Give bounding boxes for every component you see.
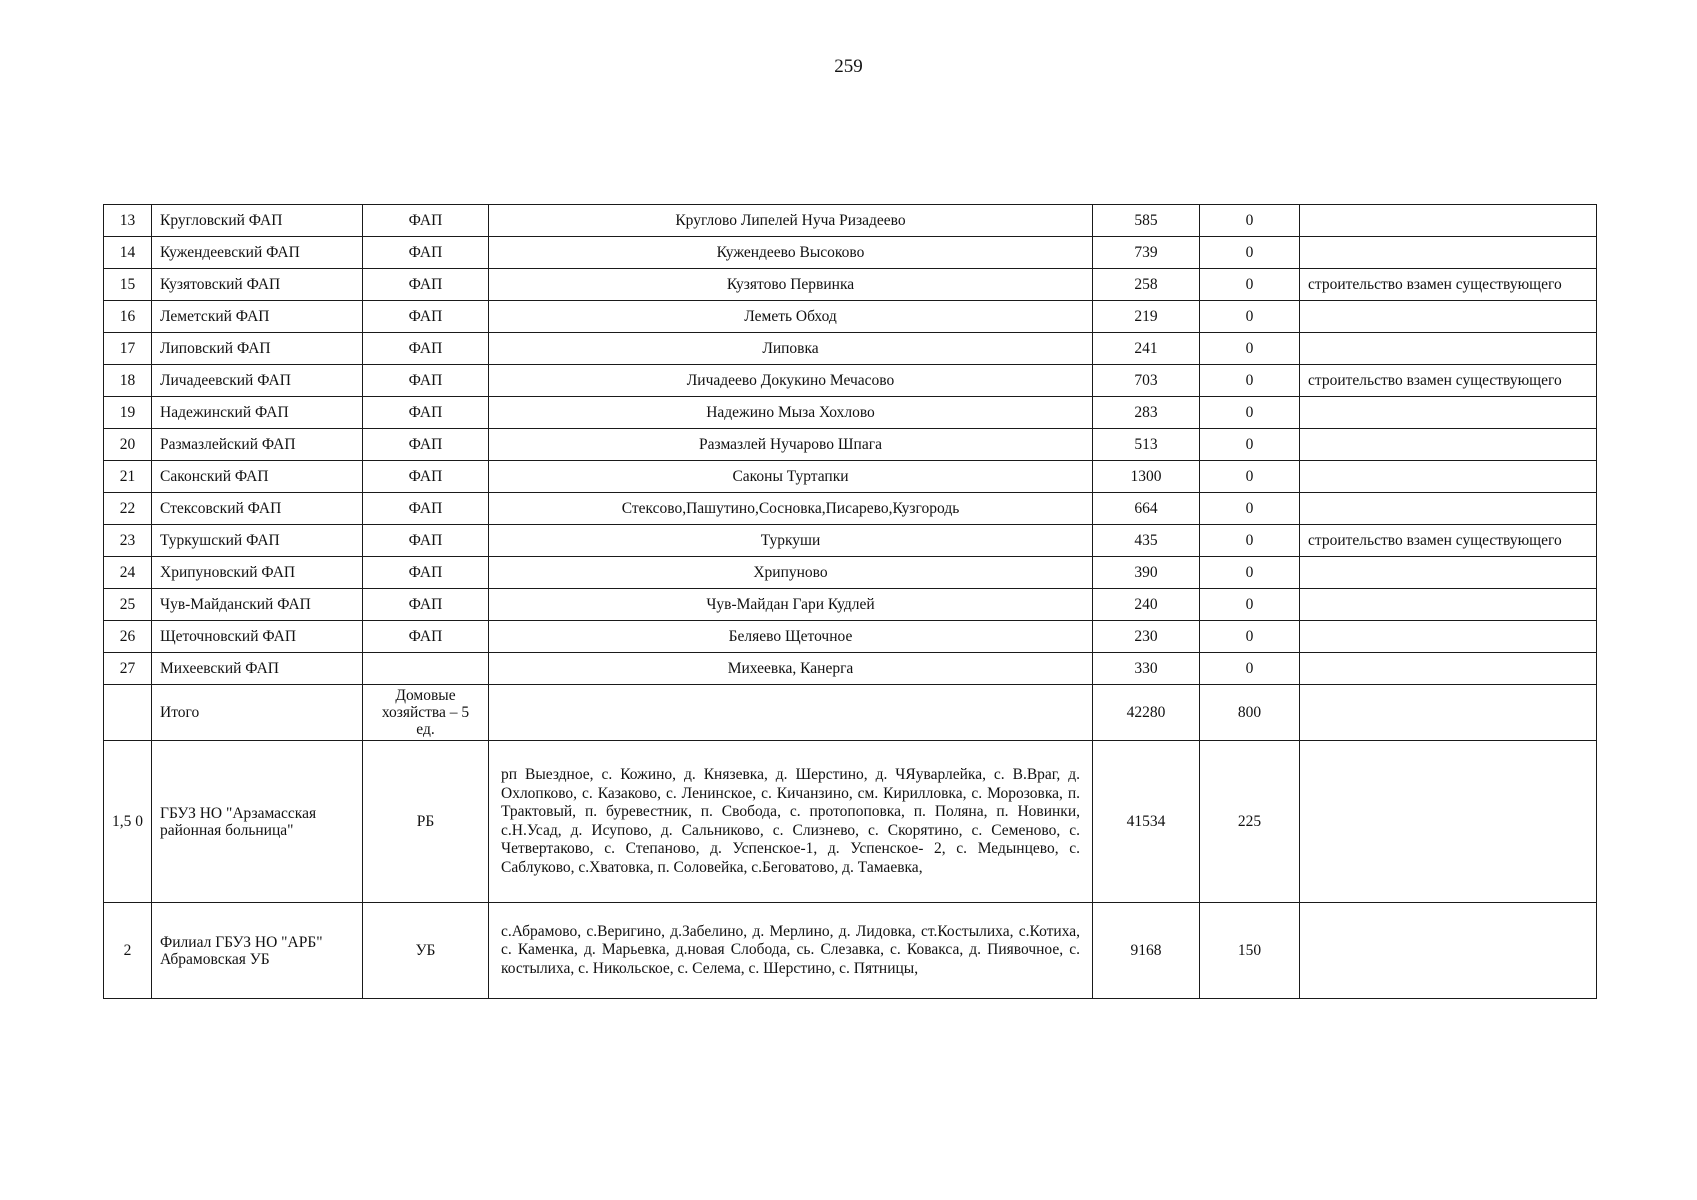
cell-name: Саконский ФАП bbox=[152, 461, 363, 493]
cell-value: 0 bbox=[1200, 653, 1300, 685]
table-row bbox=[104, 397, 1597, 429]
cell-population: 258 bbox=[1093, 269, 1200, 301]
cell-value: 0 bbox=[1200, 589, 1300, 621]
cell-num: 15 bbox=[104, 269, 152, 301]
cell-num: 1,5 0 bbox=[104, 741, 152, 903]
cell-population: 435 bbox=[1093, 525, 1200, 557]
cell-num: 21 bbox=[104, 461, 152, 493]
facilities-table bbox=[103, 204, 1597, 999]
summary-rows bbox=[104, 685, 1597, 999]
cell-villages: Леметь Обход bbox=[489, 301, 1093, 333]
cell-value: 0 bbox=[1200, 429, 1300, 461]
cell-villages: с.Абрамово, с.Веригино, д.Забелино, д. Мерлино, д. Лидовка, ст.Костылиха, с.Котиха, с. Каменка, д. Марьевка, д.новая Слобода, сь. Слезавка, с. Ковакса, д. Пиявочное, с. костылиха, с. Никольское, с. Селема, с. Шерстино, с. Пятницы, bbox=[489, 903, 1093, 999]
cell-name: Михеевский ФАП bbox=[152, 653, 363, 685]
cell-note: строительство взамен существующего bbox=[1300, 269, 1597, 301]
cell-villages: Хрипуново bbox=[489, 557, 1093, 589]
cell-villages: Размазлей Нучарово Шпага bbox=[489, 429, 1093, 461]
table-row bbox=[104, 621, 1597, 653]
cell-population: 739 bbox=[1093, 237, 1200, 269]
cell-name: Итого bbox=[152, 685, 363, 741]
cell-name: Размазлейский ФАП bbox=[152, 429, 363, 461]
cell-villages: рп Выездное, с. Кожино, д. Князевка, д. Шерстино, д. ЧЯуварлейка, с. В.Враг, д. Охлопково, с. Казаково, с. Ленинское, с. Кичанзино, см. Кирилловка, с. Морозовка, п. Трактовый, п. буревестник, п. Свобода, с. протопоповка, п. Поляна, п. Новинки, с.Н.Усад, д. Исупово, д. Сальниково, с. Слизнево, с. Скорятино, с. Семеново, с. Четвертаково, с. Степаново, д. Успенское-1, д. Успенское- 2, с. Медынцево, с. Саблуково, с.Хватовка, п. Соловейка, с.Беговатово, д. Тамаевка, bbox=[489, 741, 1093, 903]
cell-note bbox=[1300, 589, 1597, 621]
rb-row bbox=[104, 741, 1597, 903]
cell-name: Личадеевский ФАП bbox=[152, 365, 363, 397]
table-row bbox=[104, 237, 1597, 269]
cell-num: 14 bbox=[104, 237, 152, 269]
cell-villages: Туркуши bbox=[489, 525, 1093, 557]
cell-population: 241 bbox=[1093, 333, 1200, 365]
table-row bbox=[104, 461, 1597, 493]
cell-name: ГБУЗ НО "Арзамасская районная больница" bbox=[152, 741, 363, 903]
cell-value: 0 bbox=[1200, 461, 1300, 493]
cell-note bbox=[1300, 685, 1597, 741]
cell-note bbox=[1300, 237, 1597, 269]
cell-type: ФАП bbox=[363, 525, 489, 557]
cell-note bbox=[1300, 429, 1597, 461]
cell-type: ФАП bbox=[363, 397, 489, 429]
cell-population: 513 bbox=[1093, 429, 1200, 461]
cell-population: 219 bbox=[1093, 301, 1200, 333]
cell-villages: Саконы Туртапки bbox=[489, 461, 1093, 493]
cell-num bbox=[104, 685, 152, 741]
table-row bbox=[104, 365, 1597, 397]
cell-villages: Михеевка, Канерга bbox=[489, 653, 1093, 685]
cell-value: 225 bbox=[1200, 741, 1300, 903]
cell-value: 800 bbox=[1200, 685, 1300, 741]
cell-note bbox=[1300, 741, 1597, 903]
cell-villages: Круглово Липелей Нуча Ризадеево bbox=[489, 205, 1093, 237]
cell-type bbox=[363, 653, 489, 685]
cell-name: Филиал ГБУЗ НО "АРБ" Абрамовская УБ bbox=[152, 903, 363, 999]
cell-value: 0 bbox=[1200, 237, 1300, 269]
cell-value: 0 bbox=[1200, 525, 1300, 557]
table-row bbox=[104, 525, 1597, 557]
cell-num: 18 bbox=[104, 365, 152, 397]
cell-population: 230 bbox=[1093, 621, 1200, 653]
cell-type: ФАП bbox=[363, 589, 489, 621]
cell-value: 0 bbox=[1200, 205, 1300, 237]
cell-name: Туркушский ФАП bbox=[152, 525, 363, 557]
table-row bbox=[104, 493, 1597, 525]
cell-type: ФАП bbox=[363, 333, 489, 365]
total-row bbox=[104, 685, 1597, 741]
table-row bbox=[104, 205, 1597, 237]
cell-villages: Липовка bbox=[489, 333, 1093, 365]
cell-num: 13 bbox=[104, 205, 152, 237]
table-row bbox=[104, 429, 1597, 461]
cell-villages: Кузятово Первинка bbox=[489, 269, 1093, 301]
table-row bbox=[104, 589, 1597, 621]
cell-num: 26 bbox=[104, 621, 152, 653]
cell-villages: Надежино Мыза Хохлово bbox=[489, 397, 1093, 429]
cell-num: 25 bbox=[104, 589, 152, 621]
cell-villages: Чув-Майдан Гари Кудлей bbox=[489, 589, 1093, 621]
table-row bbox=[104, 269, 1597, 301]
cell-note bbox=[1300, 205, 1597, 237]
cell-num: 2 bbox=[104, 903, 152, 999]
cell-note bbox=[1300, 493, 1597, 525]
cell-population: 703 bbox=[1093, 365, 1200, 397]
cell-type: ФАП bbox=[363, 205, 489, 237]
cell-name: Леметский ФАП bbox=[152, 301, 363, 333]
cell-villages: Кужендеево Высоково bbox=[489, 237, 1093, 269]
cell-population: 240 bbox=[1093, 589, 1200, 621]
cell-type: ФАП bbox=[363, 269, 489, 301]
cell-type: ФАП bbox=[363, 557, 489, 589]
cell-population: 330 bbox=[1093, 653, 1200, 685]
cell-num: 20 bbox=[104, 429, 152, 461]
cell-num: 16 bbox=[104, 301, 152, 333]
cell-type: ФАП bbox=[363, 365, 489, 397]
table-row bbox=[104, 653, 1597, 685]
cell-name: Хрипуновский ФАП bbox=[152, 557, 363, 589]
ub-row bbox=[104, 903, 1597, 999]
cell-num: 17 bbox=[104, 333, 152, 365]
table-row bbox=[104, 301, 1597, 333]
cell-value: 0 bbox=[1200, 557, 1300, 589]
cell-type: ФАП bbox=[363, 493, 489, 525]
cell-population: 283 bbox=[1093, 397, 1200, 429]
cell-population: 664 bbox=[1093, 493, 1200, 525]
table-row bbox=[104, 557, 1597, 589]
cell-value: 0 bbox=[1200, 493, 1300, 525]
cell-type: ФАП bbox=[363, 429, 489, 461]
cell-type: Домовые хозяйства – 5 ед. bbox=[363, 685, 489, 741]
cell-villages: Личадеево Докукино Мечасово bbox=[489, 365, 1093, 397]
cell-num: 24 bbox=[104, 557, 152, 589]
cell-name: Щеточновский ФАП bbox=[152, 621, 363, 653]
cell-type: УБ bbox=[363, 903, 489, 999]
cell-note bbox=[1300, 621, 1597, 653]
cell-note bbox=[1300, 301, 1597, 333]
cell-note bbox=[1300, 903, 1597, 999]
cell-name: Надежинский ФАП bbox=[152, 397, 363, 429]
cell-population: 9168 bbox=[1093, 903, 1200, 999]
table-row bbox=[104, 333, 1597, 365]
cell-type: ФАП bbox=[363, 301, 489, 333]
cell-note bbox=[1300, 557, 1597, 589]
cell-value: 0 bbox=[1200, 365, 1300, 397]
cell-population: 41534 bbox=[1093, 741, 1200, 903]
cell-population: 390 bbox=[1093, 557, 1200, 589]
cell-name: Кузятовский ФАП bbox=[152, 269, 363, 301]
page-number: 259 bbox=[834, 56, 863, 77]
cell-num: 27 bbox=[104, 653, 152, 685]
cell-name: Липовский ФАП bbox=[152, 333, 363, 365]
cell-population: 585 bbox=[1093, 205, 1200, 237]
cell-population: 1300 bbox=[1093, 461, 1200, 493]
facility-rows bbox=[104, 205, 1597, 685]
cell-type: ФАП bbox=[363, 237, 489, 269]
cell-name: Кругловский ФАП bbox=[152, 205, 363, 237]
cell-name: Стексовский ФАП bbox=[152, 493, 363, 525]
cell-type: ФАП bbox=[363, 621, 489, 653]
cell-villages bbox=[489, 685, 1093, 741]
cell-num: 19 bbox=[104, 397, 152, 429]
cell-note bbox=[1300, 653, 1597, 685]
cell-num: 23 bbox=[104, 525, 152, 557]
cell-value: 0 bbox=[1200, 301, 1300, 333]
cell-note: строительство взамен существующего bbox=[1300, 365, 1597, 397]
cell-value: 0 bbox=[1200, 269, 1300, 301]
cell-type: ФАП bbox=[363, 461, 489, 493]
cell-villages: Беляево Щеточное bbox=[489, 621, 1093, 653]
cell-villages: Стексово,Пашутино,Сосновка,Писарево,Кузгородь bbox=[489, 493, 1093, 525]
cell-name: Кужендеевский ФАП bbox=[152, 237, 363, 269]
cell-type: РБ bbox=[363, 741, 489, 903]
cell-note bbox=[1300, 397, 1597, 429]
cell-note bbox=[1300, 461, 1597, 493]
cell-note: строительство взамен существующего bbox=[1300, 525, 1597, 557]
cell-name: Чув-Майданский ФАП bbox=[152, 589, 363, 621]
cell-population: 42280 bbox=[1093, 685, 1200, 741]
cell-value: 0 bbox=[1200, 397, 1300, 429]
cell-note bbox=[1300, 333, 1597, 365]
cell-value: 0 bbox=[1200, 333, 1300, 365]
cell-num: 22 bbox=[104, 493, 152, 525]
cell-value: 0 bbox=[1200, 621, 1300, 653]
cell-value: 150 bbox=[1200, 903, 1300, 999]
